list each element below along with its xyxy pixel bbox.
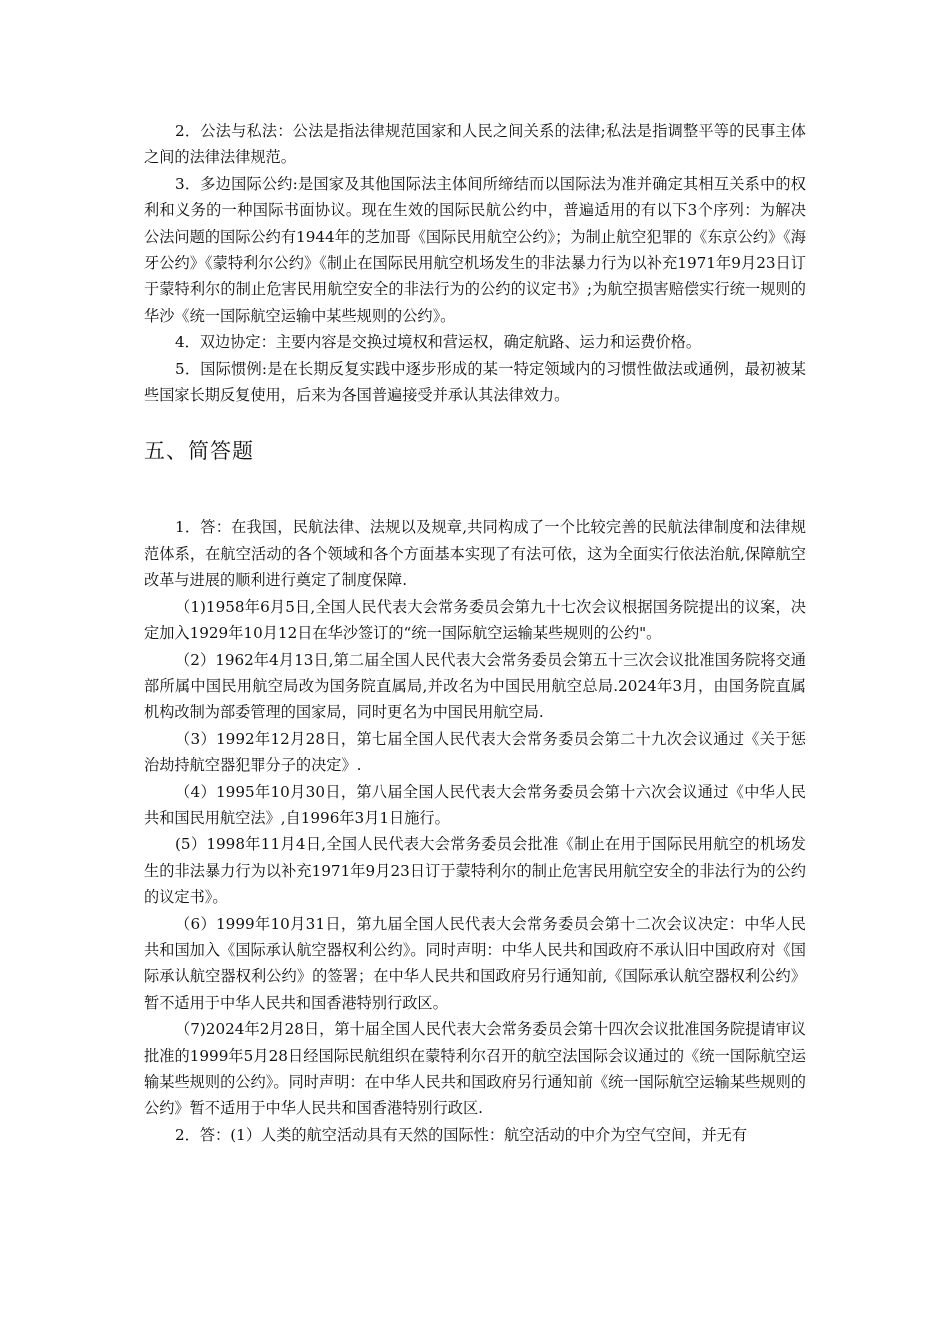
answer-paragraph: （3）1992年12月28日，第七届全国人民代表大会常务委员会第二十九次会议通过《关于惩治劫持航空器犯罪分子的决定》. <box>144 729 806 775</box>
document-page <box>144 118 806 1148</box>
answer-paragraph: （6）1999年10月31日，第九届全国人民代表大会常务委员会第十二次会议决定：中华人民共和国加入《国际承认航空器权利公约》。同时声明：中华人民共和国政府不承认旧中国政府对《国际承认航空器权利公约》的签署；在中华人民共和国政府另行通知前,《国际承认航空器权利公约》暂不适用于中华人民共和国香港特别行政区。 <box>144 914 806 1012</box>
answer-paragraph: （1)1958年6月5日,全国人民代表大会常务委员会第九十七次会议根据国务院提出的议案，决定加入1929年10月12日在华沙签订的“统一国际航空运输某些规则的公约"。 <box>144 597 806 643</box>
section-title: 五、简答题 <box>144 439 254 464</box>
term-paragraph-multilateral-conventions: 3．多边国际公约:是国家及其他国际法主体间所缔结而以国际法为准并确定其相互关系中的权利和义务的一种国际书面协议。现在生效的国际民航公约中，普遍适用的有以下3个序列：为解决公法问题的国际公约有1944年的芝加哥《国际民用航空公约》；为制止航空犯罪的《东京公约》《海牙公约》《蒙特利尔公约》《制止在国际民用航空机场发生的非法暴力行为以补充1971年9月23日订于蒙特利尔的制止危害民用航空安全的非法行为的公约的议定书》;为航空损害赔偿实行统一规则的华沙《统一国际航空运输中某些规则的公约》。 <box>144 174 806 325</box>
answer-paragraph: (5）1998年11月4日,全国人民代表大会常务委员会批准《制止在用于国际民用航空的机场发生的非法暴力行为以补充1971年9月23日订于蒙特利尔的制止危害民用航空安全的非法行为的公约的议定书》。 <box>144 835 806 907</box>
answer-paragraph: 2．答：(1）人类的航空活动具有天然的国际性：航空活动的中介为空气空间，并无有 <box>175 1125 748 1144</box>
term-paragraph-international-custom: 5．国际惯例:是在长期反复实践中逐步形成的某一特定领域内的习惯性做法或通例，最初被某些国家长期反复使用，后来为各国普遍接受并承认其法律效力。 <box>144 359 806 405</box>
answer-paragraph: （2）1962年4月13日,第二届全国人民代表大会常务委员会第五十三次会议批准国务院将交通部所属中国民用航空局改为国务院直属局,并改名为中国民用航空总局.2024年3月，由国务院直属机构改制为部委管理的国家局，同时更名为中国民用航空局. <box>144 650 806 722</box>
answer-paragraph: 1．答：在我国，民航法律、法规以及规章,共同构成了一个比较完善的民航法律制度和法律规范体系，在航空活动的各个领域和各个方面基本实现了有法可依，这为全面实行依法治航,保障航空改革与进展的顺利进行奠定了制度保障. <box>144 518 806 590</box>
answer-paragraph: （7)2024年2月28日，第十届全国人民代表大会常务委员会第十四次会议批准国务院提请审议批准的1999年5月28日经国际民航组织在蒙特利尔召开的航空法国际会议通过的《统一国际航空运输某些规则的公约》。同时声明：在中华人民共和国政府另行通知前《统一国际航空运输某些规则的公约》暂不适用于中华人民共和国香港特别行政区. <box>144 1020 806 1118</box>
term-paragraph-public-private-law: 2．公法与私法：公法是指法律规范国家和人民之间关系的法律;私法是指调整平等的民事主体之间的法律法律规范。 <box>144 122 806 167</box>
term-paragraph-bilateral-agreements: 4．双边协定：主要内容是交换过境权和营运权，确定航路、运力和运费价格。 <box>175 333 702 352</box>
answer-paragraph: （4）1995年10月30日，第八届全国人民代表大会常务委员会第十六次会议通过《中华人民共和国民用航空法》,自1996年3月1日施行。 <box>144 782 806 827</box>
